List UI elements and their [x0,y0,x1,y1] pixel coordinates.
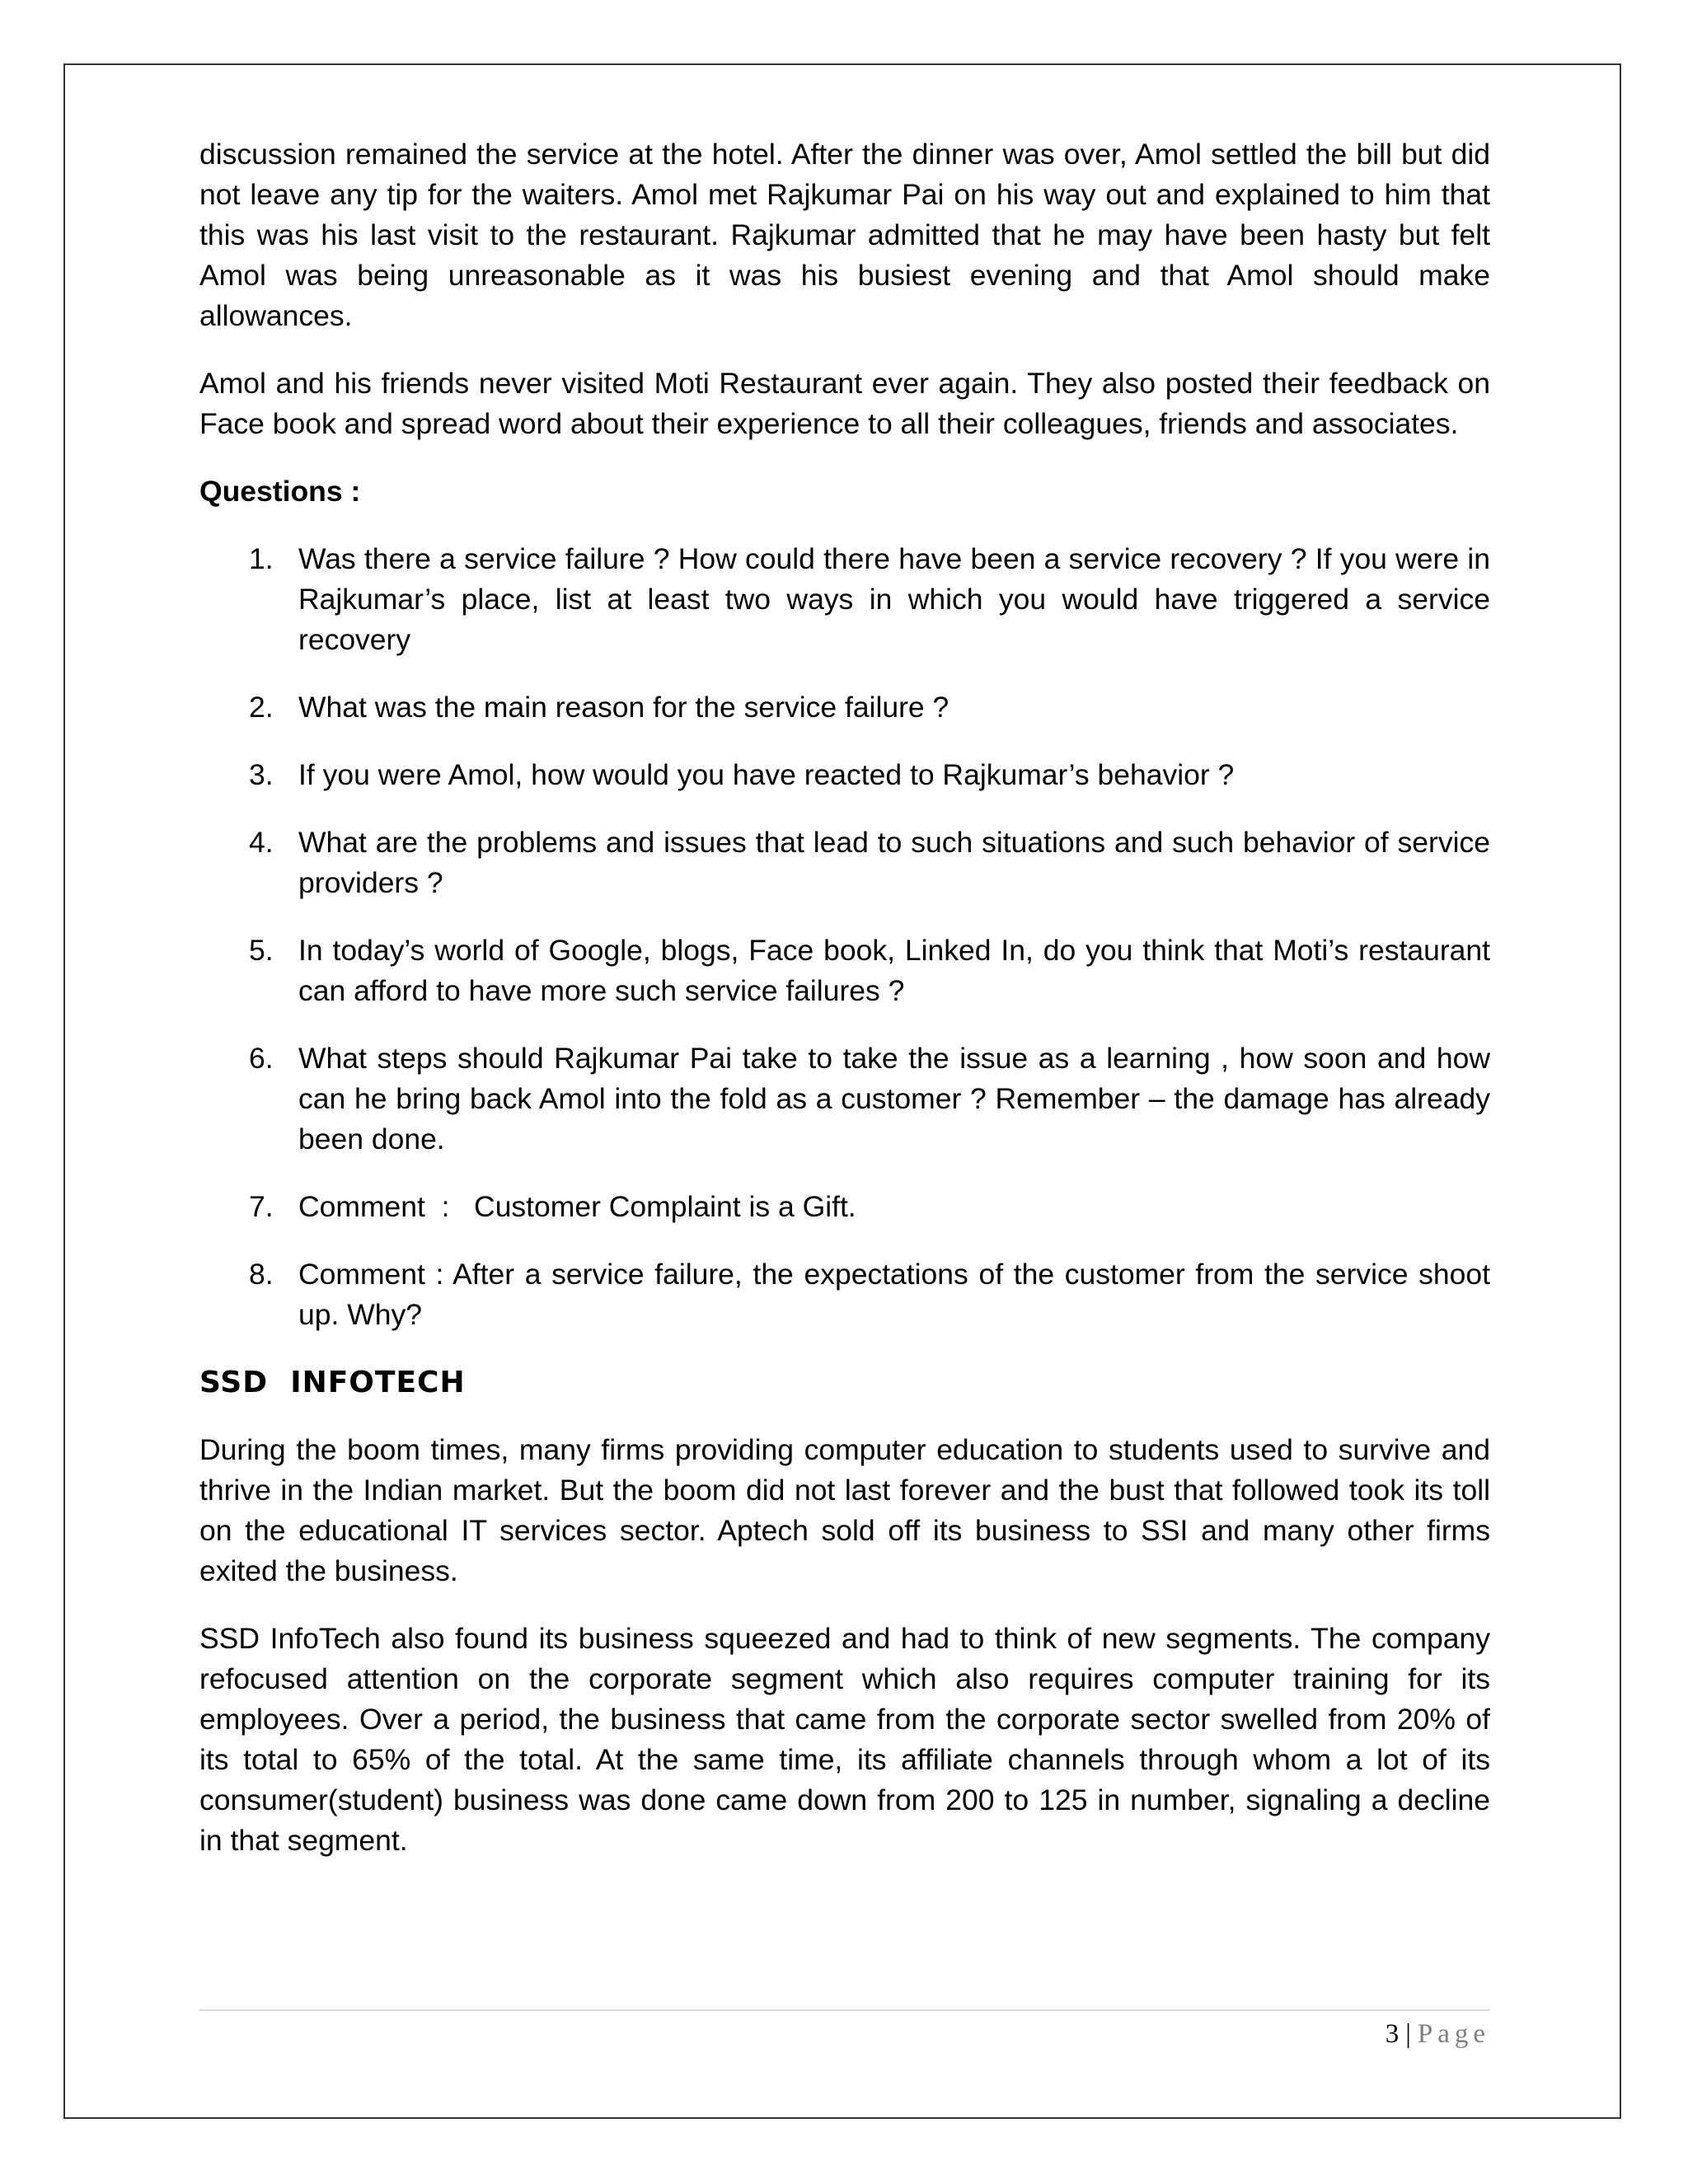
paragraph: During the boom times, many firms providing computer education to students used to survive and thrive in the Indian market. But the boom did not last forever and the bust that followed took its toll on the educational IT services sector. Aptech sold off its business to SSI and many other firms exited the business. [199,1433,1490,1587]
question-text: Comment : Customer Complaint is a Gift. [298,1190,856,1223]
question-item [199,823,1490,903]
question-item [199,930,1490,1011]
page-number: 3 [1385,2019,1400,2049]
question-item [199,1187,1490,1227]
question-text: What was the main reason for the service failure ? [298,691,950,724]
section-title: SSD INFOTECH [199,1366,466,1399]
question-text: What steps should Rajkumar Pai take to take the issue as a learning , how soon and how can he bring back Amol into the fold as a customer ? Remember – the damage has already been done. [298,1042,1490,1155]
question-text: Was there a service failure ? How could there have been a service recovery ? If you were in Rajkumar’s place, list at least two ways in which you would have triggered a service recovery [298,542,1490,656]
question-number: 1. [249,542,274,575]
footer-divider [199,2009,1490,2011]
question-number: 6. [249,1042,274,1075]
paragraph: SSD InfoTech also found its business squeezed and had to think of new segments. The company refocused attention on the corporate segment which also requires computer training for its employees. Over a period, the business that came from the corporate sector swelled from 20% of its total to 65% of the total. At the same time, its affiliate channels through whom a lot of its consumer(student) business was done came down from 200 to 125 in number, signaling a decline in that segment. [199,1622,1490,1857]
paragraph: discussion remained the service at the hotel. After the dinner was over, Amol settled the bill but did not leave any tip for the waiters. Amol met Rajkumar Pai on his way out and explained to him that this was his last visit to the restaurant. Rajkumar admitted that he may have been hasty but felt Amol was being unreasonable as it was his busiest evening and that Amol should make allowances. [199,138,1490,332]
question-number: 4. [249,826,274,859]
question-text: In today’s world of Google, blogs, Face book, Linked In, do you think that Moti’s restaurant can afford to have more such service failures ? [298,934,1490,1007]
question-number: 7. [249,1190,274,1223]
document-body [199,134,1490,1888]
paragraph: Amol and his friends never visited Moti Restaurant ever again. They also posted their feedback on Face book and spread word about their experience to all their colleagues, friends and associates. [199,367,1490,440]
questions-heading: Questions : [199,475,361,508]
question-item [199,1038,1490,1160]
question-item [199,1254,1490,1335]
question-item [199,755,1490,795]
page-separator: | [1405,2019,1411,2049]
question-text: Comment : After a service failure, the expectations of the customer from the service shoot up. Why? [298,1258,1490,1331]
question-text: What are the problems and issues that lead to such situations and such behavior of service providers ? [298,826,1490,899]
question-number: 8. [249,1258,274,1291]
question-number: 2. [249,691,274,724]
question-item [199,687,1490,728]
question-item [199,539,1490,660]
page-footer [1386,2014,1490,2054]
page-label: Page [1417,2019,1490,2049]
question-number: 3. [249,758,274,791]
questions-list [199,539,1490,1335]
question-text: If you were Amol, how would you have reacted to Rajkumar’s behavior ? [298,758,1235,791]
question-number: 5. [249,934,274,967]
